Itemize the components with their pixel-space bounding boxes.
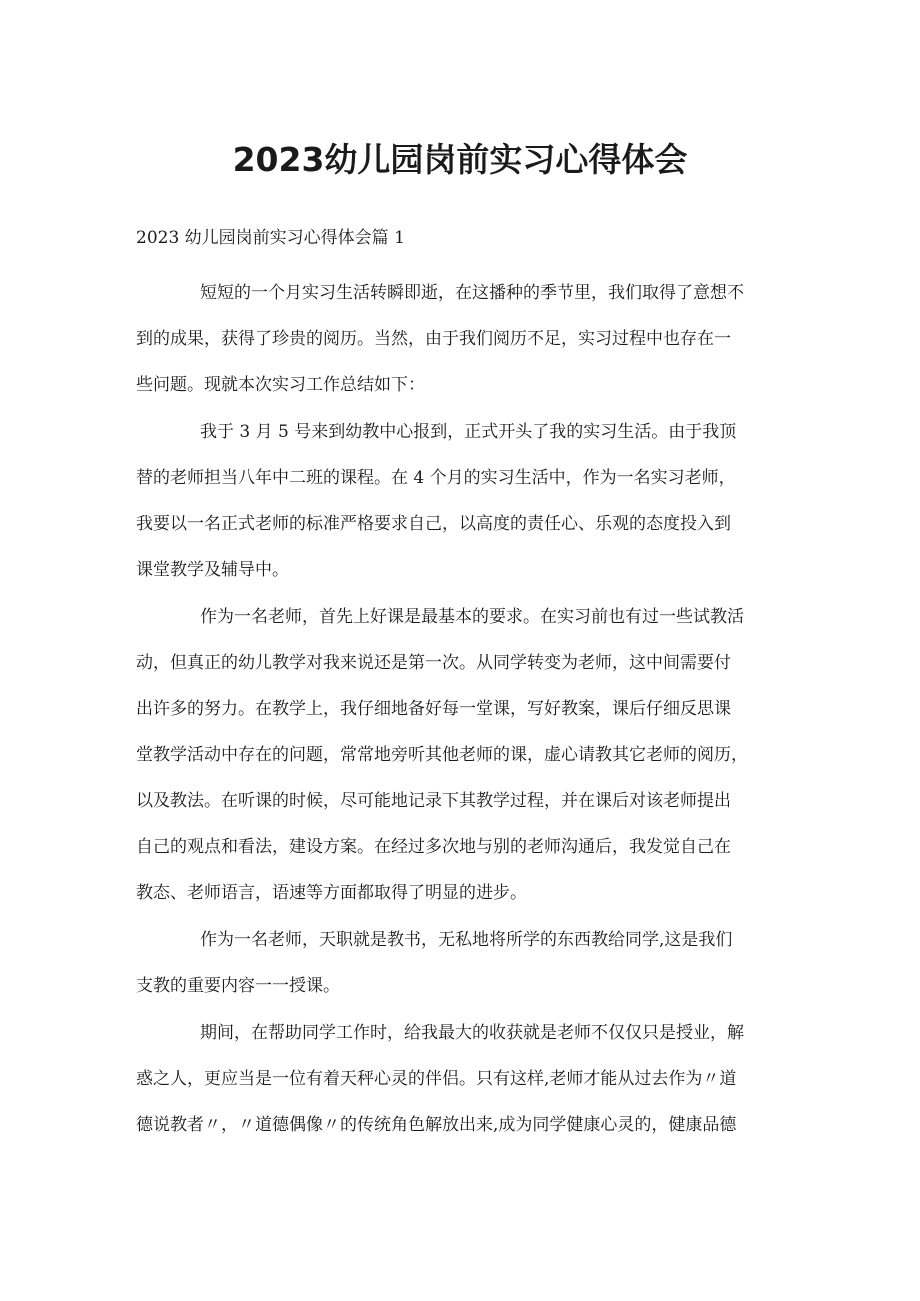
paragraph-line: 动，但真正的幼儿教学对我来说还是第一次。从同学转变为老师，这中间需要付 bbox=[136, 653, 731, 673]
paragraph-line: 堂教学活动中存在的问题，常常地旁听其他老师的课，虚心请教其它老师的阅历， bbox=[136, 745, 748, 765]
paragraph bbox=[136, 270, 796, 408]
document-subtitle: 2023 幼儿园岗前实习心得体会篇 1 bbox=[136, 228, 405, 248]
document-body bbox=[136, 270, 796, 1149]
paragraph-line: 出许多的努力。在教学上，我仔细地备好每一堂课，写好教案，课后仔细反思课 bbox=[136, 699, 731, 719]
paragraph-line: 作为一名老师，天职就是教书，无私地将所学的东西教给同学,这是我们 bbox=[200, 930, 733, 950]
paragraph-line: 期间，在帮助同学工作时，给我最大的收获就是老师不仅仅只是授业，解 bbox=[200, 1023, 744, 1043]
paragraph-line: 课堂教学及辅导中。 bbox=[136, 560, 289, 580]
paragraph-line: 作为一名老师，首先上好课是最基本的要求。在实习前也有过一些试教活 bbox=[200, 607, 744, 627]
paragraph bbox=[136, 594, 796, 916]
paragraph bbox=[136, 917, 796, 1009]
paragraph-line: 自己的观点和看法，建设方案。在经过多次地与别的老师沟通后，我发觉自己在 bbox=[136, 837, 731, 857]
paragraph-line: 以及教法。在听课的时候，尽可能地记录下其教学过程，并在课后对该老师提出 bbox=[136, 791, 731, 811]
paragraph-line: 我要以一名正式老师的标准严格要求自己，以高度的责任心、乐观的态度投入到 bbox=[136, 514, 731, 534]
paragraph-line: 些问题。现就本次实习工作总结如下： bbox=[136, 375, 425, 395]
paragraph-line: 替的老师担当八年中二班的课程。在 4 个月的实习生活中，作为一名实习老师， bbox=[136, 468, 736, 488]
paragraph-line: 到的成果，获得了珍贵的阅历。当然，由于我们阅历不足，实习过程中也存在一 bbox=[136, 329, 731, 349]
paragraph-line: 短短的一个月实习生活转瞬即逝，在这播种的季节里，我们取得了意想不 bbox=[200, 283, 744, 303]
document-title: 2023幼儿园岗前实习心得体会 bbox=[232, 140, 688, 179]
paragraph bbox=[136, 1010, 796, 1148]
paragraph-line: 惑之人，更应当是一位有着天秤心灵的伴侣。只有这样,老师才能从过去作为〃道 bbox=[136, 1069, 737, 1089]
paragraph-line: 支教的重要内容一一授课。 bbox=[136, 976, 340, 996]
paragraph bbox=[136, 409, 796, 593]
paragraph-line: 我于 3 月 5 号来到幼教中心报到，正式开头了我的实习生活。由于我顶 bbox=[200, 422, 737, 442]
paragraph-line: 德说教者〃，〃道德偶像〃的传统角色解放出来,成为同学健康心灵的，健康品德 bbox=[136, 1115, 737, 1135]
paragraph-line: 教态、老师语言，语速等方面都取得了明显的进步。 bbox=[136, 883, 527, 903]
